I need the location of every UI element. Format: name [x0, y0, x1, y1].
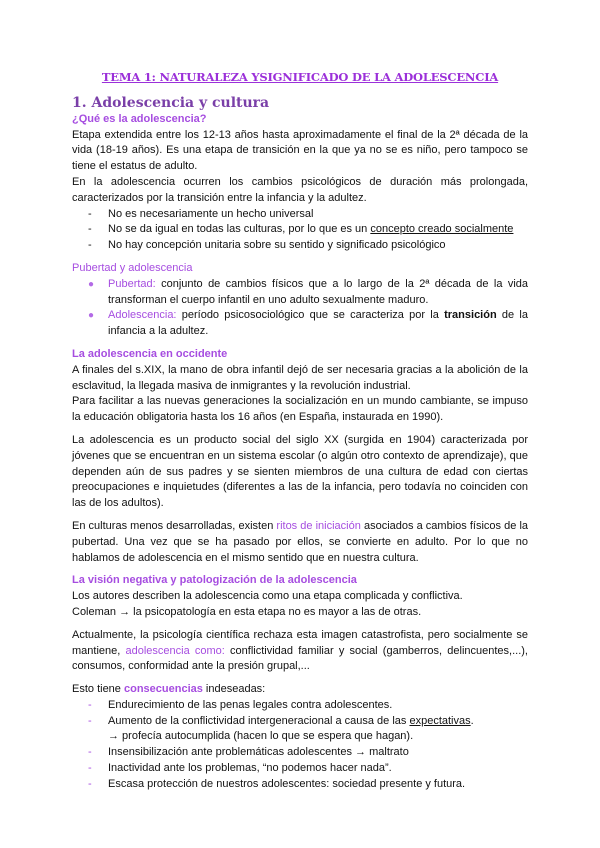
list-item [72, 761, 528, 777]
list-text: No se da igual en todas las culturas, por lo que es un [108, 223, 371, 236]
dash-marker: - [88, 762, 92, 775]
list-item [72, 222, 528, 238]
list-text: período psicosociológico que se caracteriza por la [176, 309, 445, 322]
bullet-icon: ● [88, 278, 95, 290]
list-text: No hay concepción unitaria sobre su sentido y significado psicológico [108, 239, 446, 252]
list-item [72, 207, 528, 223]
list-item [72, 745, 528, 761]
dash-marker: - [88, 207, 92, 220]
list-item [72, 714, 528, 746]
highlight-text: consecuencias [123, 683, 203, 696]
dash-marker: - [88, 698, 92, 711]
dash-marker: - [88, 223, 92, 236]
section-heading: 1. Adolescencia y cultura [72, 94, 270, 111]
paragraph: Los autores describen la adolescencia como una etapa complicada y conflictiva. [72, 590, 463, 603]
bold-text: transición [444, 309, 497, 322]
document-title: TEMA 1: NATURALEZA YSIGNIFICADO DE LA ADOLESCENCIA [101, 70, 499, 84]
list-text: Escasa protección de nuestros adolescentes: sociedad presente y futura. [108, 777, 466, 790]
term-label: Pubertad: [108, 277, 156, 290]
list-text: Inactividad ante los problemas, “no podemos hacer nada”. [108, 762, 392, 775]
paragraph [72, 682, 528, 698]
text: En culturas menos desarrolladas, existen [72, 519, 277, 532]
paragraph: Para facilitar a las nuevas generaciones la socialización en un mundo cambiante, se impuso la educación obligatoria hasta los 16 años (en España, instaurada en 1990). [72, 395, 528, 424]
subheading-pubertad: Pubertad y adolescencia [72, 261, 193, 274]
bullet-icon: ● [88, 310, 95, 322]
dash-marker: - [88, 777, 92, 790]
list-text: . [470, 714, 474, 727]
text: asociados a cambios físicos de la pubertad. Una vez que se ha pasado por ellos, se convierte en adulto. Por lo que no hablamos de adolescencia en el mismo sentido que en nuestra cultura. [72, 519, 529, 564]
bullet-list [72, 277, 528, 340]
list-text: de la infancia a la adultez. [108, 309, 528, 338]
highlight-text: adolescencia como: [125, 644, 225, 657]
list-text: Endurecimiento de las penas legales contra adolescentes. [108, 698, 393, 711]
paragraph: A finales del s.XIX, la mano de obra infantil dejó de ser necesaria gracias a la abolición de la esclavitud, la llegada masiva de inmigrantes y la revolución industrial. [72, 363, 528, 392]
dash-marker: - [88, 714, 92, 727]
underlined-text: expectativas [409, 714, 471, 727]
dash-list [72, 207, 528, 254]
paragraph: La adolescencia es un producto social del siglo XX (surgida en 1904) caracterizada por jóvenes que se encuentran en un sistema escolar (o algún otro contexto de aprendizaje), que dependen aún de sus padres y se sienten miembros de una cultura de edad con ciertas preocupaciones e inquietudes (diferentes a las de la infancia, pero todavía no coinciden con las de los adultos). [72, 433, 528, 510]
subheading-que-es: ¿Qué es la adolescencia? [72, 112, 207, 125]
list-text: → profecía autocumplida (hacen lo que se espera que hagan). [108, 730, 414, 743]
list-text: Insensibilización ante problemáticas adolescentes → maltrato [108, 746, 409, 759]
paragraph: Etapa extendida entre los 12-13 años hasta aproximadamente el final de la 2ª década de la vida (18-19 años). Es una etapa de transición en la que ya no se es niño, pero tampoco se tiene el estatus de adulto. [72, 128, 528, 173]
list-item [72, 277, 528, 309]
dash-marker: - [88, 746, 92, 759]
subheading-occidente: La adolescencia en occidente [72, 347, 228, 360]
term-label: Adolescencia: [108, 309, 177, 322]
list-item [72, 777, 528, 793]
list-item [72, 308, 528, 340]
list-text: conjunto de cambios físicos que a lo largo de la 2ª década de la vida transforman el cuerpo infantil en uno adulto sexualmente maduro. [108, 277, 528, 306]
dash-marker: - [88, 239, 92, 252]
text: Actualmente, la psicología científica rechaza esta imagen catastrofista, pero socialmente se mantiene, [72, 628, 528, 657]
text: conflictividad familiar y social (gamberros, delincuentes,...), consumos, conformidad ante la presión grupal,... [72, 644, 528, 673]
list-item [72, 238, 528, 254]
paragraph [72, 628, 528, 675]
dash-list [72, 698, 528, 793]
paragraph: En la adolescencia ocurren los cambios psicológicos de duración más prolongada, caracterizados por la transición entre la infancia y la adultez. [72, 175, 528, 204]
highlight-text: ritos de iniciación [276, 519, 361, 532]
subheading-vision: La visión negativa y patologización de la adolescencia [72, 574, 357, 587]
text: Esto tiene [72, 683, 124, 696]
document-page [72, 70, 528, 793]
list-item [72, 698, 528, 714]
text: indeseadas: [202, 683, 266, 696]
paragraph [72, 519, 528, 566]
list-text: No es necesariamente un hecho universal [108, 207, 314, 220]
paragraph: Coleman → la psicopatología en esta etapa no es mayor a las de otras. [72, 605, 422, 618]
list-text: Aumento de la conflictividad intergeneracional a causa de las [108, 714, 410, 727]
underlined-text: concepto creado socialmente [370, 223, 514, 236]
